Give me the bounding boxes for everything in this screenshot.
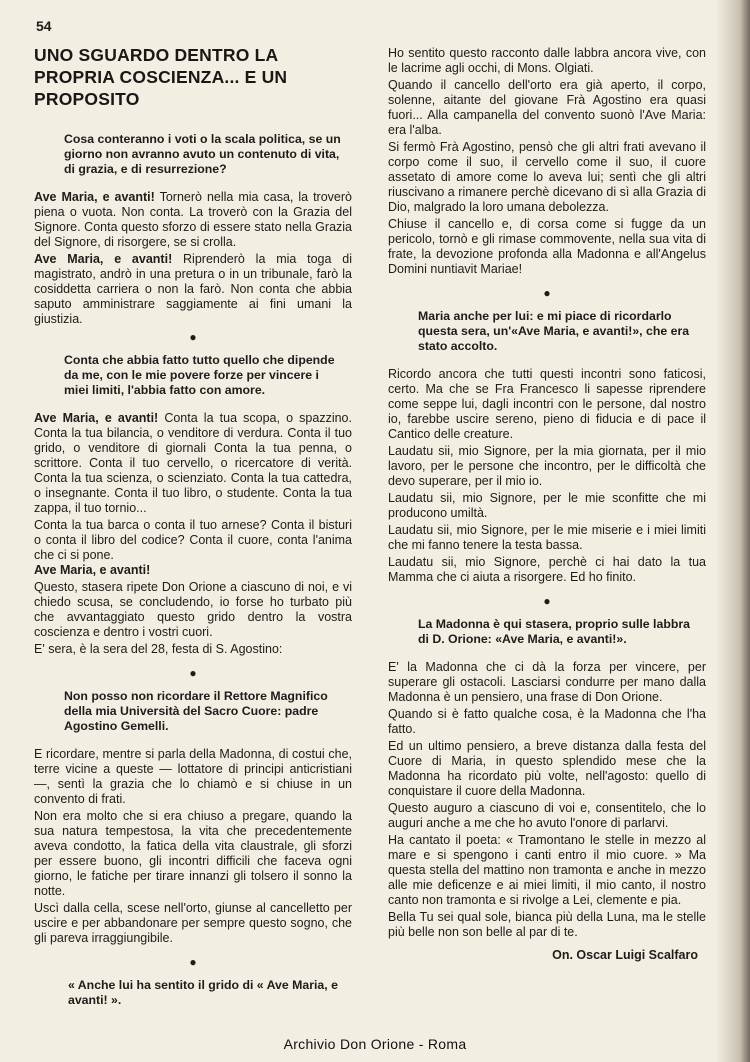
body-paragraph: Si fermò Frà Agostino, pensò che gli altri frati avevano il corpo come il suo, il cervello come il suo, il cuore assetato di amore come lo aveva lui; sentì che gli altri riuscivano a rimanere perchè dicevano di sì alla Grazia di Dio, malgrado la loro umana debolezza.	[388, 140, 706, 214]
body-paragraph: Questo, stasera ripete Don Orione a ciascuno di noi, e vi chiedo scusa, se concludendo, io forse ho turbato più che avvantaggiato questo grido dentro la vostra coscienza e dentro i vostri cuori.	[34, 580, 352, 639]
section-bullet: ●	[189, 330, 197, 344]
paragraph-text: Tornerò nella mia casa, la troverò piena o vuota. Non conta. La troverò con la Grazia del Signore. Conta questo sforzo di essere stato nella Grazia del Signore, di risorgere, se si crolla.	[34, 190, 352, 249]
body-paragraph: E' sera, è la sera del 28, festa di S. Agostino:	[34, 642, 283, 656]
body-paragraph: E' la Madonna che ci dà la forza per vincere, per superare gli ostacoli. Lasciarsi condurre per mano dalla Madonna è un pensiero, una frase di Don Orione.	[388, 660, 706, 704]
page-edge-shadow	[716, 0, 750, 1062]
section-bullet: ●	[189, 955, 197, 969]
lead-paragraph: Maria anche per lui: e mi piace di ricordarlo questa sera, un'«Ave Maria, e avanti!», che era stato accolto.	[418, 309, 690, 353]
right-column	[388, 46, 706, 962]
paragraph-text: Riprenderò la mia toga di magistrato, andrò in una pretura o in un tribunale, farò la cosiddetta carriera o non la farò. Non conta che abbia saputo amministrare saggiamente ai fini umani la giustizia.	[34, 252, 352, 326]
left-column	[34, 44, 352, 1021]
body-paragraph	[34, 190, 352, 250]
body-paragraph: Quando il cancello dell'orto era già aperto, il corpo, solenne, aitante del giovane Frà Agostino era quasi fuori... Alla campanella del convento suonò l'Ave Maria: era l'alba.	[388, 78, 706, 137]
lead-paragraph: Cosa conteranno i voti o la scala politica, se un giorno non avranno avuto un contenuto di vita, di grazia, e di resurrezione?	[64, 132, 341, 176]
body-paragraph: Laudatu sii, mio Signore, perchè ci hai dato la tua Mamma che ci aiuta a risorgere. Ed ho finito.	[388, 555, 706, 584]
body-paragraph	[34, 518, 352, 578]
author-signature: On. Oscar Luigi Scalfaro	[552, 948, 698, 962]
body-paragraph: E ricordare, mentre si parla della Madonna, di costui che, terre vicine a queste — lottatore di principi anticristiani —, sentì la grazia che lo chiamò e si chiuse in un convento di frati.	[34, 747, 352, 806]
body-paragraph: Questo auguro a ciascuno di voi e, consentitelo, che lo auguri anche a me che ho avuto l'onore di parlarvi.	[388, 801, 706, 830]
lead-paragraph: Non posso non ricordare il Rettore Magnifico della mia Università del Sacro Cuore: padre Agostino Gemelli.	[64, 689, 328, 733]
lead-paragraph: Conta che abbia fatto tutto quello che dipende da me, con le mie povere forze per vincere i miei limiti, l'abbia fatto con amore.	[64, 353, 335, 397]
article-title: UNO SGUARDO DENTRO LA PROPRIA COSCIENZA... E UN PROPOSITO	[34, 45, 288, 109]
body-paragraph: Ricordo ancora che tutti questi incontri sono faticosi, certo. Ma che se Fra Francesco li sapesse riprendere come seppe lui, dagli incontri con le persone, dal nostro io, farebbe uscire sereno, pieno di fiducia e di pace il Cantico delle creature.	[388, 367, 706, 441]
refrain: Ave Maria, e avanti!	[34, 190, 155, 204]
body-paragraph: Ed un ultimo pensiero, a breve distanza dalla festa del Cuore di Maria, in questo splendido mese che la Madonna ha ricordato più volte, nell'agosto: quello di conquistare il cuore della Madonna.	[388, 739, 706, 798]
body-paragraph	[34, 252, 352, 327]
body-paragraph: Bella Tu sei qual sole, bianca più della Luna, ma le stelle più belle non son belle al par di te.	[388, 910, 706, 939]
body-paragraph: Non era molto che si era chiuso a pregare, quando la sua natura tempestosa, la vita che precedentemente aveva condotto, la fatica della vita claustrale, gli sforzi per essere buono, gli incontri difficili che faceva ogni giorno, le fatiche per tirare innanzi gli tolsero il sonno la notte.	[34, 809, 352, 898]
paragraph-text: Conta la tua barca o conta il tuo arnese? Conta il bisturi o conta il libro del codice? Conta il cuore, conta l'anima che ci si pone.	[34, 518, 352, 562]
body-paragraph: Laudatu sii, mio Signore, per le mie sconfitte che mi producono umiltà.	[388, 491, 706, 520]
paragraph-text: Conta la tua scopa, o spazzino. Conta la tua bilancia, o venditore di verdura. Conta il tuo grido, o venditore di giornali Conta la tua penna, o scrittore. Conta il tuo cervello, o ricercatore di verità. Conta la tua scienza, o scienziato. Conta la tua cattedra, o insegnante. Conta il tuo libro, o studente. Conta la tua zappa, il tuo tornio...	[34, 411, 352, 515]
body-paragraph: Chiuse il cancello e, di corsa come si fugge da un pericolo, tornò e gli rimase commovente, nella sua vita di frate, la devozione profonda alla Madonna e all'Angelus Domini nuntiavit Mariae!	[388, 217, 706, 276]
refrain: Ave Maria, e avanti!	[34, 411, 159, 425]
section-bullet: ●	[189, 666, 197, 680]
body-paragraph: Laudatu sii, mio Signore, per le mie miserie e i miei limiti che mi fanno tenere la testa bassa.	[388, 523, 706, 552]
section-bullet: ●	[543, 594, 551, 608]
lead-paragraph: « Anche lui ha sentito il grido di « Ave Maria, e avanti! ».	[68, 978, 338, 1007]
body-paragraph: Ha cantato il poeta: « Tramontano le stelle in mezzo al mare e si spengono i canti entro il mio cuore. » Ma questa stella del mattino non tramonta e anche in mezzo alle mie deficenze e ai miei limiti, il mio canto, il nostro canto non tramonta e si rivolge a Lei, clemente e pia.	[388, 833, 706, 907]
body-paragraph: Ho sentito questo racconto dalle labbra ancora vive, con le lacrime agli occhi, di Mons. Olgiati.	[388, 46, 706, 75]
archive-footer: Archivio Don Orione - Roma	[283, 1036, 467, 1052]
refrain: Ave Maria, e avanti!	[34, 563, 151, 577]
body-paragraph: Quando si è fatto qualche cosa, è la Madonna che l'ha fatto.	[388, 707, 706, 736]
section-bullet: ●	[543, 286, 551, 300]
page-number: 54	[36, 18, 52, 34]
body-paragraph	[34, 411, 352, 516]
refrain: Ave Maria, e avanti!	[34, 252, 173, 266]
body-paragraph: Laudatu sii, mio Signore, per la mia giornata, per il mio lavoro, per le persone che incontro, per le difficoltà che devo superare, per il mio io.	[388, 444, 706, 488]
body-paragraph: Uscì dalla cella, scese nell'orto, giunse al cancelletto per uscire e per abbandonare per sempre questo sogno, che gli pareva irraggiungibile.	[34, 901, 352, 945]
lead-paragraph: La Madonna è qui stasera, proprio sulle labbra di D. Orione: «Ave Maria, e avanti!».	[418, 617, 690, 646]
